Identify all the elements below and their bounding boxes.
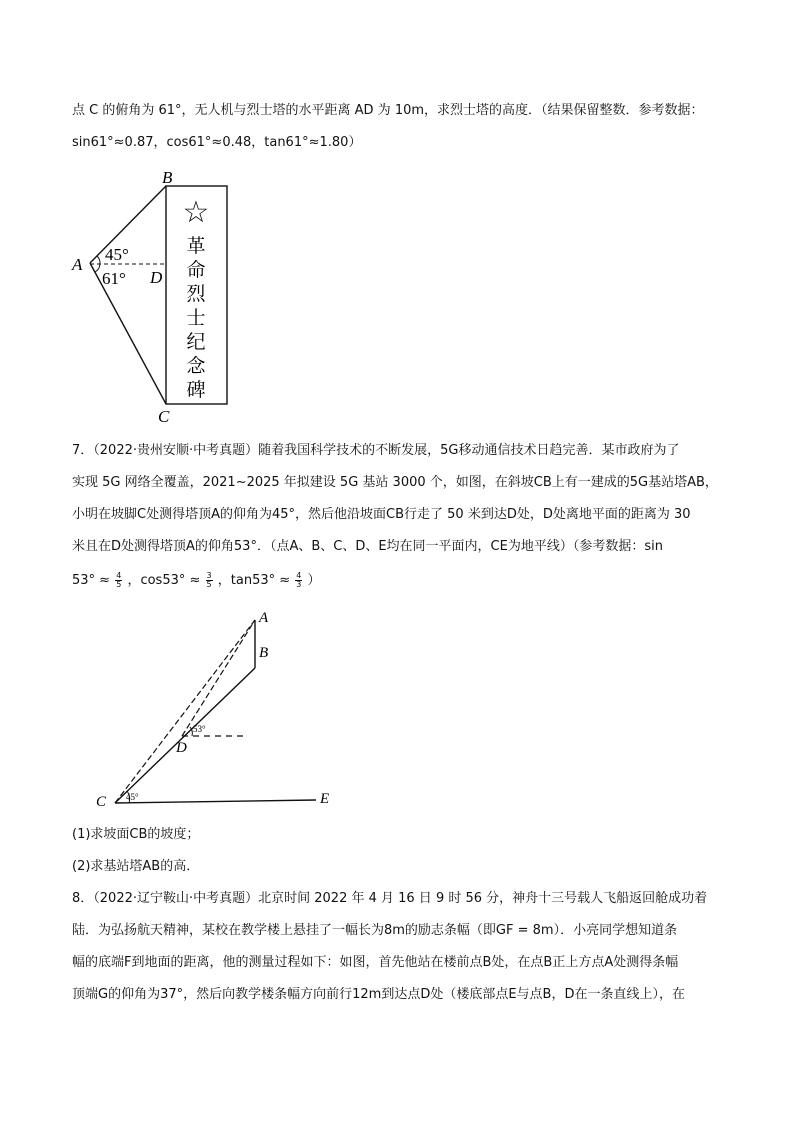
angle-45-label: 45° <box>126 792 139 802</box>
intro-line-1: 点 C 的俯角为 61°，无人机与烈士塔的水平距离 AD 为 10m，求烈士塔的高度．（结果保留整数．参考数据： <box>72 103 704 118</box>
q8-line-1: 8．（2022·辽宁鞍山·中考真题）北京时间 2022 年 4 月 16 日 9 时 56 分，神舟十三号载人飞船返回舱成功着 <box>72 891 708 906</box>
cos-fraction: $\frac{3}{5}$ <box>206 571 212 589</box>
q8-line-4: 顶端G的仰角为37°，然后向教学楼条幅方向前行12m到达点D处（楼底部点E与点B，D在一条直线上），在 <box>72 987 685 1002</box>
angle-53-label: 53° <box>193 724 206 734</box>
sin-fraction: $\frac{4}{5}$ <box>116 571 122 589</box>
monument-char: 烈 <box>186 283 206 305</box>
tan-fraction: $\frac{4}{3}$ <box>296 571 302 589</box>
angle-61-label: 61° <box>102 269 126 288</box>
sin-prefix: 53° ≈ <box>72 573 111 588</box>
star-icon: ☆ <box>182 195 210 230</box>
label-e: E <box>320 791 330 807</box>
q8-line-2: 陆．为弘扬航天精神，某校在教学楼上悬挂了一幅长为8m的励志条幅（即GF = 8m）．小亮同学想知道条 <box>72 923 678 938</box>
monument-char: 纪 <box>186 331 206 353</box>
label-d: D <box>150 268 163 287</box>
ref-close: ） <box>307 573 321 588</box>
monument-char: 革 <box>186 235 206 257</box>
q7-sub-2: (2)求基站塔AB的高． <box>72 859 200 874</box>
label-a: A <box>72 255 83 274</box>
label-d: D <box>176 740 187 756</box>
label-c: C <box>158 407 170 426</box>
line-ce <box>115 800 316 803</box>
q7-line-4: 米且在D处测得塔顶A的仰角53°．（点A、B、C、D、E均在同一平面内，CE为地平线）（参考数据：sin <box>72 539 663 554</box>
label-b: B <box>162 168 173 187</box>
cos-prefix: ，cos53° ≈ <box>127 573 201 588</box>
line-ca <box>115 620 255 803</box>
q7-sub-1: (1)求坡面CB的坡度； <box>72 827 200 842</box>
tan-prefix: ，tan53° ≈ <box>217 573 291 588</box>
q7-line-2: 实现 5G 网络全覆盖，2021~2025 年拟建设 5G 基站 3000 个，如图，在斜坡CB上有一建成的5G基站塔AB， <box>72 475 718 490</box>
q8-line-3: 幅的底端F到地面的距离，他的测量过程如下：如图，首先他站在楼前点B处，在点B正上方点A处测得条幅 <box>72 955 679 970</box>
angle-45-label: 45° <box>105 245 129 264</box>
q7-line-3: 小明在坡脚C处测得塔顶A的仰角为45°，然后他沿坡面CB行走了 50 米到达D处，D处离地平面的距离为 30 <box>72 507 691 522</box>
label-c: C <box>96 794 107 810</box>
monument-char: 碑 <box>186 379 206 401</box>
intro-line-2: sin61°≈0.87，cos61°≈0.48，tan61°≈1.80） <box>72 135 362 150</box>
monument-char: 士 <box>186 307 206 329</box>
label-a: A <box>259 610 269 626</box>
q7-line-1: 7．（2022·贵州安顺·中考真题）随着我国科学技术的不断发展，5G移动通信技术日趋完善．某市政府为了 <box>72 443 680 458</box>
label-b: B <box>259 645 269 661</box>
monument-char: 命 <box>186 259 206 281</box>
monument-char: 念 <box>186 355 206 377</box>
